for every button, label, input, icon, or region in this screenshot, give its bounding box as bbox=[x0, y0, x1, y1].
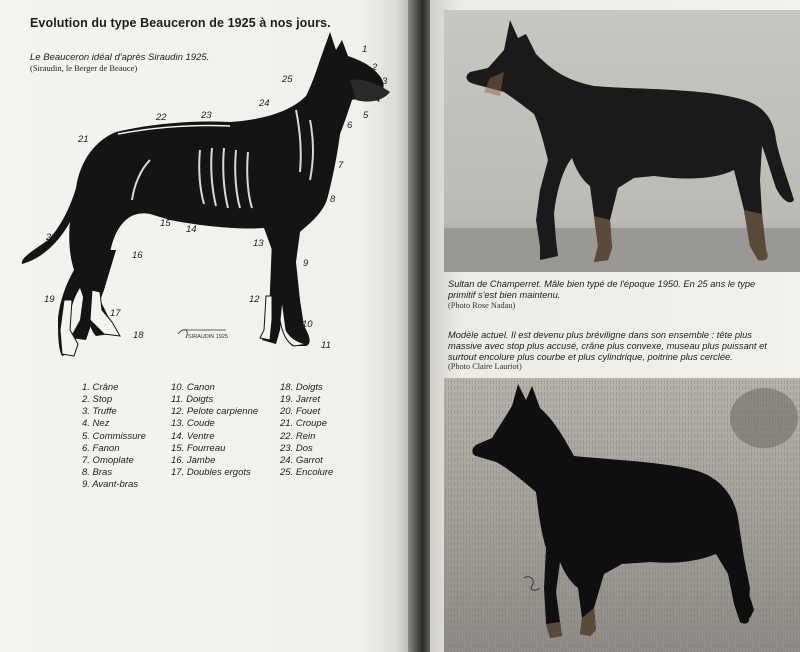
legend-item: 23. Dos bbox=[280, 442, 313, 454]
legend-item: 25. Encolure bbox=[280, 467, 334, 479]
callout-20: 20 bbox=[46, 232, 57, 243]
callout-11: 11 bbox=[321, 340, 331, 351]
callout-12: 12 bbox=[249, 294, 260, 305]
legend-item: 2. Stop bbox=[82, 394, 113, 406]
callout-4: 4 bbox=[375, 94, 381, 105]
callout-5: 5 bbox=[363, 110, 369, 121]
callout-7: 7 bbox=[338, 160, 344, 171]
callout-14: 14 bbox=[186, 224, 197, 235]
callout-1: 1 bbox=[362, 44, 368, 55]
callout-3: 3 bbox=[382, 76, 388, 87]
photo-2-image bbox=[444, 378, 800, 652]
caption-line: surtout encolure plus courbe et plus cylindrique, poitrine plus cerclée. bbox=[448, 351, 733, 362]
legend-item: 8. Bras bbox=[82, 467, 113, 479]
legend-item: 3. Truffe bbox=[82, 406, 117, 418]
legend-item: 5. Commissure bbox=[82, 430, 146, 442]
diagram-caption: Le Beauceron idéal d'après Siraudin 1925. bbox=[30, 52, 210, 63]
photo-1-image bbox=[444, 10, 800, 272]
legend-column-2 bbox=[171, 382, 258, 479]
caption-line: Modèle actuel. Il est devenu plus bréviligne dans son ensemble : tête plus bbox=[448, 330, 752, 340]
callout-21: 21 bbox=[78, 134, 89, 145]
photo-sultan-de-champerret bbox=[444, 10, 800, 272]
artist-signature bbox=[178, 330, 228, 340]
photo-credit: (Photo Rose Nadau) bbox=[448, 300, 516, 310]
callout-6: 6 bbox=[347, 120, 353, 131]
caption-line: Sultan de Champerret. Mâle bien typé de l'époque 1950. En 25 ans le type bbox=[448, 279, 756, 289]
legend-item: 6. Fanon bbox=[82, 442, 120, 454]
photo-credit: (Photo Claire Lauriot) bbox=[448, 362, 522, 372]
legend-item: 20. Fouet bbox=[280, 406, 321, 418]
legend-item: 19. Jarret bbox=[280, 394, 321, 406]
callout-8: 8 bbox=[330, 194, 336, 205]
legend-item: 24. Garrot bbox=[280, 454, 323, 466]
legend-item: 13. Coude bbox=[171, 418, 215, 430]
legend-item: 16. Jambe bbox=[171, 454, 216, 466]
legend-item: 4. Nez bbox=[82, 418, 110, 430]
callout-13: 13 bbox=[253, 238, 264, 249]
callout-19: 19 bbox=[44, 294, 55, 305]
callout-17: 17 bbox=[110, 308, 121, 319]
legend-item: 12. Pelote carpienne bbox=[171, 406, 259, 418]
legend-item: 22. Rein bbox=[280, 430, 316, 442]
callout-23: 23 bbox=[201, 110, 212, 121]
callout-2: 2 bbox=[372, 62, 378, 73]
photo-2-caption bbox=[448, 330, 800, 373]
caption-line: massive avec stop plus accusé, crâne plus convexe, museau plus puissant et bbox=[448, 340, 767, 351]
legend-item: 10. Canon bbox=[171, 382, 215, 393]
legend-item: 7. Omoplate bbox=[82, 454, 134, 466]
callout-15: 15 bbox=[160, 218, 171, 229]
legend-item: 17. Doubles ergots bbox=[171, 467, 251, 479]
callout-22: 22 bbox=[156, 112, 167, 123]
callout-9: 9 bbox=[303, 258, 309, 269]
callout-24: 24 bbox=[259, 98, 270, 109]
legend-item: 1. Crâne bbox=[82, 382, 119, 393]
photo-modele-actuel bbox=[444, 378, 800, 652]
legend-item: 11. Doigts bbox=[171, 394, 214, 406]
legend-item: 9. Avant-bras bbox=[82, 479, 138, 491]
page-title: Evolution du type Beauceron de 1925 à nos jours. bbox=[30, 16, 331, 30]
legend-item: 14. Ventre bbox=[171, 430, 215, 442]
legend-column-1 bbox=[82, 382, 146, 491]
legend-column-3 bbox=[280, 382, 333, 479]
callout-16: 16 bbox=[132, 250, 143, 261]
beauceron-anatomy-diagram bbox=[0, 0, 412, 370]
diagram-source: (Siraudin, le Berger de Beauce) bbox=[30, 63, 138, 73]
callout-25: 25 bbox=[282, 74, 293, 85]
photo-1-caption bbox=[448, 279, 800, 311]
legend-item: 18. Doigts bbox=[280, 382, 323, 393]
callout-18: 18 bbox=[133, 330, 144, 341]
legend-item: 21. Croupe bbox=[280, 418, 328, 430]
legend-item: 15. Fourreau bbox=[171, 442, 226, 454]
callout-10: 10 bbox=[302, 319, 313, 330]
caption-line: primitif s'est bien maintenu. bbox=[448, 289, 561, 300]
signature-text: SIRAUDIN 1925 bbox=[188, 334, 229, 340]
